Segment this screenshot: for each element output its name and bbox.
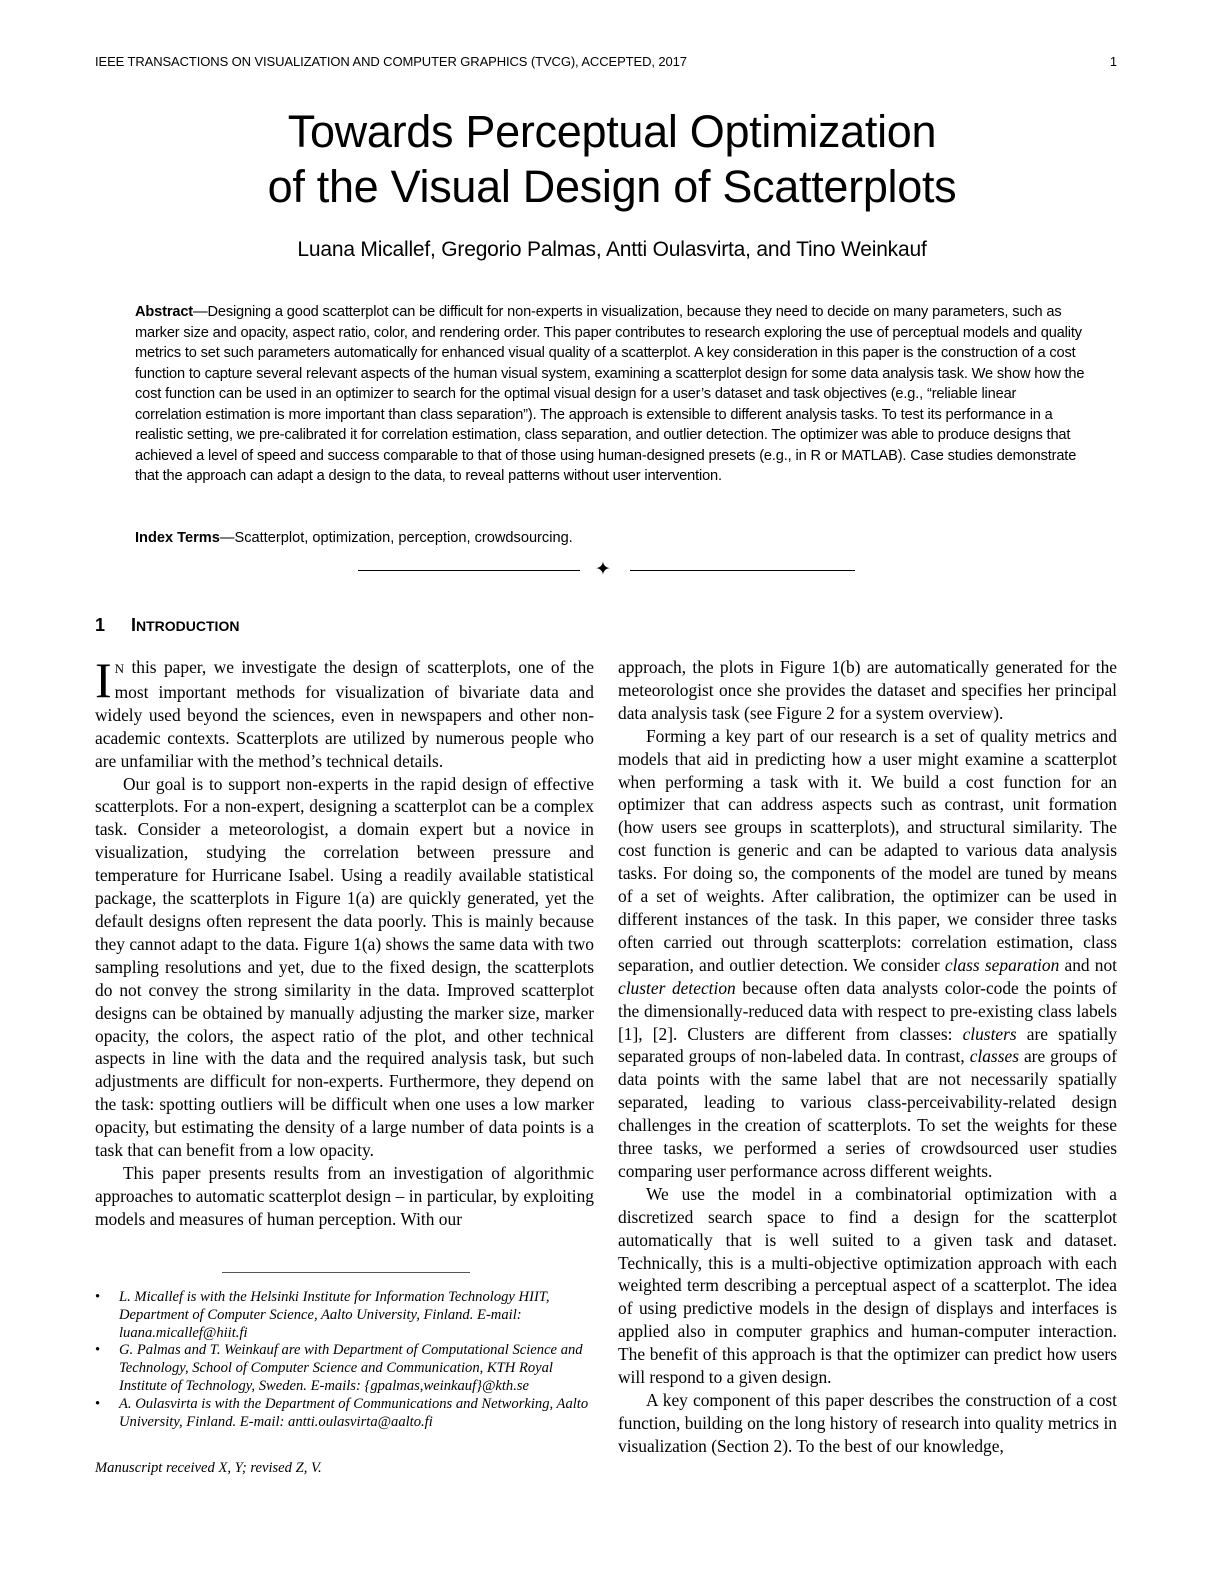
author-affiliations: [95, 1289, 597, 1431]
text-run: because often data analysts color-code the points of the dimensionally-reduced data with respect to pre-existing class labels [1], [2]. Clusters are different from classes:: [618, 977, 1117, 1044]
manuscript-note: Manuscript received X, Y; revised Z, V.: [95, 1460, 322, 1476]
index-terms-text: —Scatterplot, optimization, perception, crowdsourcing.: [219, 530, 573, 546]
bullet-icon: •: [95, 1342, 101, 1359]
paragraph-text: this paper, we investigate the design of scatterplots, one of the most important methods for visualization of bivariate data and widely used beyond the sciences, even in newspapers and other non-academic contexts. Scatterplots are utilized by numerous people who are unfamiliar with the method’s technical details.: [95, 657, 594, 771]
section-heading: [95, 615, 239, 636]
index-terms-label: Index Terms: [135, 530, 220, 546]
text-run: and not: [1059, 954, 1117, 975]
index-terms: [135, 528, 1085, 548]
paragraph: [95, 652, 594, 773]
paragraph: This paper presents results from an investigation of algorithmic approaches to automatic scatterplot design – in particular, by exploiting models and measures of human perception. With our: [95, 1162, 594, 1229]
emphasis: classes: [969, 1046, 1019, 1067]
abstract-text: —Designing a good scatterplot can be difficult for non-experts in visualization, because they need to decide on many parameters, such as marker size and opacity, aspect ratio, color, and rendering order. This paper contributes to research exploring the use of perceptual models and quality metrics to set such parameters automatically for enhanced visual quality of a scatterplot. A key consideration in this paper is the construction of a cost function to capture several relevant aspects of the human visual system, examining a scatterplot design for some data analysis task. We show how the cost function can be used in an optimizer to search for the optimal visual design for a user’s dataset and task objectives (e.g., “reliable linear correlation estimation is more important than class separation”). The approach is extensible to different analysis tasks. To test its performance in a realistic setting, we pre-calibrated it for correlation estimation, class separation, and outlier detection. The optimizer was able to produce designs that achieved a level of speed and success comparable to that of those using human-designed presets (e.g., in R or MATLAB). Case studies demonstrate that the approach can adapt a design to the data, to reveal patterns without user intervention.: [135, 304, 1085, 484]
footnote-text: A. Oulasvirta is with the Department of Communications and Networking, Aalto University, Finland. E-mail: antti.oulasvirta@aalto.fi: [119, 1395, 589, 1430]
drop-cap: I: [95, 652, 112, 708]
left-column: [95, 652, 594, 1231]
emphasis: cluster detection: [618, 977, 736, 998]
footnote-item: [95, 1342, 597, 1395]
separator-line-right: [630, 570, 855, 571]
separator-line-left: [358, 570, 580, 571]
paragraph: A key component of this paper describes the construction of a cost function, building on the long history of research into quality metrics in visualization (Section 2). To the best of our knowledge,: [618, 1390, 1117, 1456]
abstract: [135, 302, 1085, 487]
text-run: are spatially separated groups of non-labeled data. In contrast,: [618, 1023, 1117, 1067]
title-line-2: of the Visual Design of Scatterplots: [267, 161, 957, 212]
emphasis: clusters: [962, 1023, 1017, 1044]
bullet-icon: •: [95, 1395, 101, 1412]
paragraph: [618, 725, 1117, 1183]
section-number: 1: [95, 615, 106, 635]
section-title-initial: I: [131, 615, 137, 635]
paragraph: approach, the plots in Figure 1(b) are automatically generated for the meteorologist once she provides the dataset and specifies her principal data analysis task (see Figure 2 for a system overview).: [618, 657, 1117, 723]
footnote-text: G. Palmas and T. Weinkauf are with Department of Computational Science and Technology, School of Computer Science and Communication, KTH Royal Institute of Technology, Sweden. E-mails: {gpalmas,weinkauf}@kth.se: [119, 1342, 583, 1394]
diamond-ornament-icon: ✦: [595, 559, 611, 580]
small-caps-lead: N: [114, 661, 125, 676]
title-line-1: Towards Perceptual Optimization: [287, 106, 937, 157]
footnote-item: [95, 1289, 597, 1342]
journal-name: IEEE TRANSACTIONS ON VISUALIZATION AND COMPUTER GRAPHICS (TVCG), ACCEPTED, 2017: [95, 54, 687, 69]
author-list: Luana Micallef, Gregorio Palmas, Antti Oulasvirta, and Tino Weinkauf: [297, 238, 927, 261]
paper-title: [0, 104, 1224, 214]
section-separator: [358, 561, 855, 581]
page-number: 1: [1109, 54, 1117, 69]
text-run: Forming a key part of our research is a set of quality metrics and models that aid in predicting how a user might examine a scatterplot when performing a task with it. We build a cost function for an optimizer that can address aspects such as contrast, unit formation (how users see groups in scatterplots), and structural similarity. The cost function is generic and can be adapted to various data analysis tasks. For doing so, the components of the model are tuned by means of a set of weights. After calibration, the optimizer can be used in different instances of the task. In this paper, we consider three tasks often carried out through scatterplots: correlation estimation, class separation, and outlier detection. We consider: [618, 725, 1117, 975]
text-run: are groups of data points with the same label that are not necessarily spatially separated, leading to various class-perceivability-related design challenges in the creation of scatterplots. To set the weights for these three tasks, we performed a series of crowdsourced user studies comparing user performance across different weights.: [618, 1046, 1117, 1181]
running-head: [95, 54, 1117, 69]
footnote-rule: [222, 1272, 470, 1273]
footnote-text: L. Micallef is with the Helsinki Institute for Information Technology HIIT, Department of Computer Science, Aalto University, Finland. E-mail: luana.micallef@hiit.fi: [119, 1289, 550, 1341]
right-column: [618, 656, 1117, 1458]
bullet-icon: •: [95, 1289, 101, 1305]
emphasis: class separation: [944, 954, 1060, 975]
section-title-rest: NTRODUCTION: [136, 618, 240, 634]
footnote-item: [95, 1396, 597, 1432]
paragraph: Our goal is to support non-experts in the rapid design of effective scatterplots. For a non-expert, designing a scatterplot can be a complex task. Consider a meteorologist, a domain expert but a novice in visualization, studying the correlation between pressure and temperature for Hurricane Isabel. Using a readily available statistical package, the scatterplots in Figure 1(a) are quickly generated, yet the default designs often represent the data poorly. This is mainly because they cannot adapt to the data. Figure 1(a) shows the same data with two sampling resolutions and yet, due to the fixed design, the scatterplots do not convey the strong similarity in the data. Improved scatterplot designs can be obtained by manually adjusting the marker size, marker opacity, the colors, the aspect ratio of the plot, and other technical aspects in line with the data and the required analysis task, but such adjustments are difficult for non-experts. Furthermore, they depend on the task: spotting outliers will be difficult when one uses a low marker opacity, but estimating the density of a large number of data points is a task that can benefit from a low opacity.: [95, 773, 594, 1161]
abstract-label: Abstract: [135, 304, 194, 320]
paragraph: We use the model in a combinatorial optimization with a discretized search space to find a design for the scatterplot automatically that is well suited to a given task and dataset. Technically, this is a multi-objective optimization approach with each weighted term describing a perceptual aspect of a scatterplot. The idea of using predictive models in the design of displays and interfaces is applied also in computer graphics and human-computer interaction. The benefit of this approach is that the optimizer can predict how users will respond to a given design.: [618, 1183, 1117, 1388]
